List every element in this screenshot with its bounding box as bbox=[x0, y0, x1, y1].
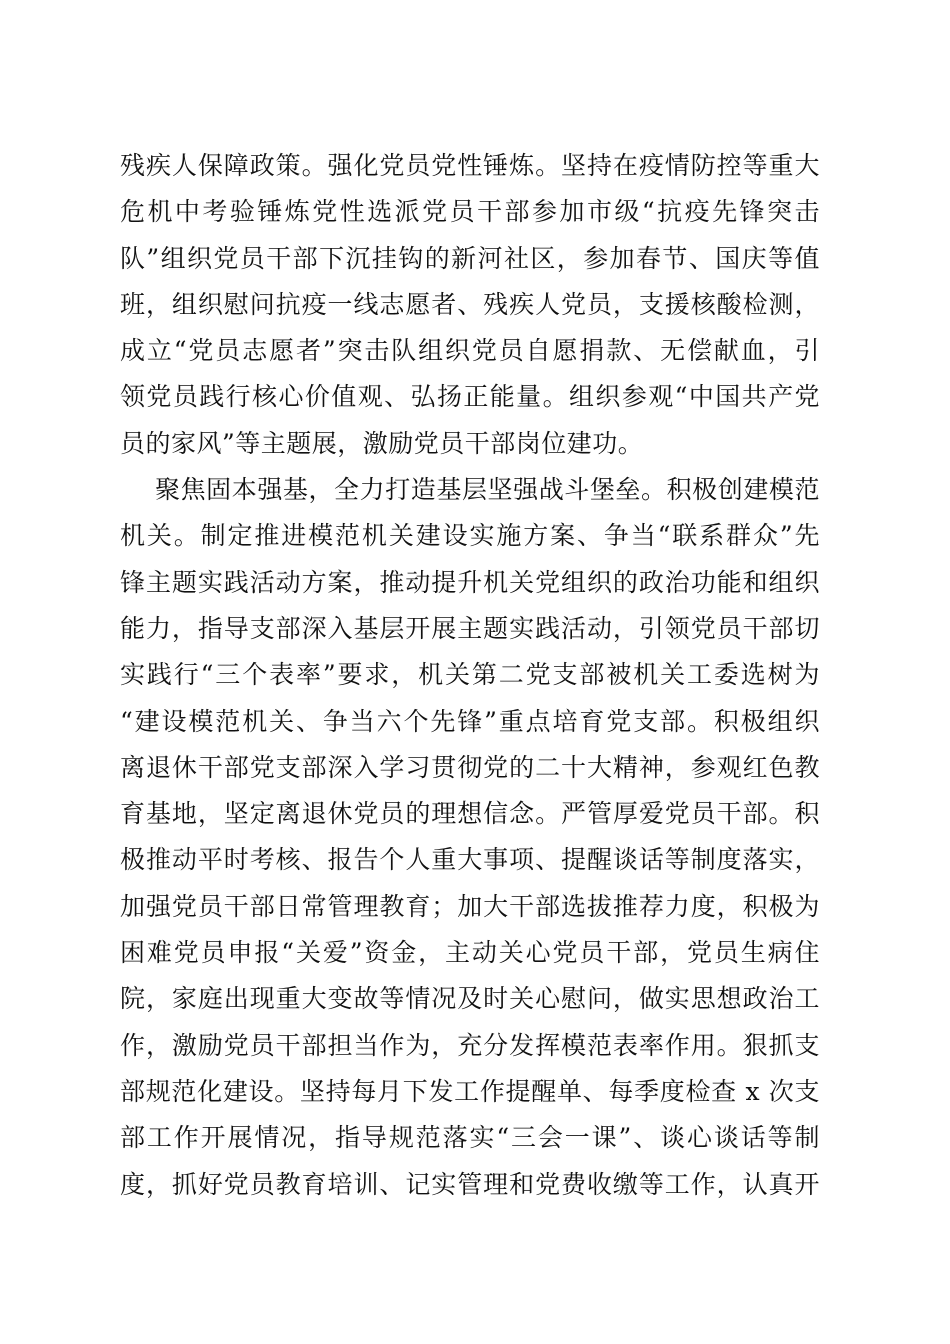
paragraph-2-line-4: 能力，指导支部深入基层开展主题实践活动，引领党员干部切 bbox=[120, 613, 820, 643]
paragraph-2-line-2: 机关。制定推进模范机关建设实施方案、争当“联系群众”先 bbox=[120, 521, 820, 551]
paragraph-1-line-4: 班，组织慰问抗疫一线志愿者、残疾人党员，支援核酸检测， bbox=[120, 289, 820, 319]
paragraph-1-line-3: 队”组织党员干部下沉挂钩的新河社区，参加春节、国庆等值 bbox=[120, 243, 820, 273]
paragraph-2-line-16: 度，抓好党员教育培训、记实管理和党费收缴等工作，认真开 bbox=[120, 1169, 820, 1199]
paragraph-1-line-5: 成立“党员志愿者”突击队组织党员自愿捐款、无偿献血，引 bbox=[120, 336, 820, 366]
paragraph-1-line-6: 领党员践行核心价值观、弘扬正能量。组织参观“中国共产党 bbox=[120, 382, 820, 412]
paragraph-2-line-13: 作，激励党员干部担当作为，充分发挥模范表率作用。狠抓支 bbox=[120, 1030, 820, 1060]
paragraph-1-line-2: 危机中考验锤炼党性选派党员干部参加市级“抗疫先锋突击 bbox=[120, 197, 820, 227]
paragraph-1-line-1: 残疾人保障政策。强化党员党性锤炼。坚持在疫情防控等重大 bbox=[120, 151, 820, 180]
paragraph-2-line-5: 实践行“三个表率”要求，机关第二党支部被机关工委选树为 bbox=[120, 660, 820, 690]
paragraph-2-line-11: 困难党员申报“关爱”资金，主动关心党员干部，党员生病住 bbox=[120, 938, 820, 968]
paragraph-2-line-6: “建设模范机关、争当六个先锋”重点培育党支部。积极组织 bbox=[120, 706, 820, 736]
paragraph-1-line-7: 员的家风”等主题展，激励党员干部岗位建功。 bbox=[120, 428, 644, 458]
paragraph-2-line-3: 锋主题实践活动方案，推动提升机关党组织的政治功能和组织 bbox=[120, 567, 820, 597]
paragraph-2-line-10: 加强党员干部日常管理教育；加大干部选拔推荐力度，积极为 bbox=[120, 891, 820, 921]
paragraph-2-line-8: 育基地，坚定离退休党员的理想信念。严管厚爱党员干部。积 bbox=[120, 799, 820, 829]
document-body bbox=[120, 143, 820, 1208]
paragraph-2-line-14: 部规范化建设。坚持每月下发工作提醒单、每季度检查 x 次支 bbox=[120, 1076, 820, 1106]
paragraph-2-line-1: 聚焦固本强基，全力打造基层坚强战斗堡垒。积极创建模范 bbox=[155, 475, 820, 505]
paragraph-2-line-15: 部工作开展情况，指导规范落实“三会一课”、谈心谈话等制 bbox=[120, 1123, 820, 1153]
paragraph-2-line-7: 离退休干部党支部深入学习贯彻党的二十大精神，参观红色教 bbox=[120, 752, 820, 782]
paragraph-2-line-12: 院，家庭出现重大变故等情况及时关心慰问，做实思想政治工 bbox=[120, 984, 820, 1014]
paragraph-2-line-9: 极推动平时考核、报告个人重大事项、提醒谈话等制度落实， bbox=[120, 845, 820, 875]
